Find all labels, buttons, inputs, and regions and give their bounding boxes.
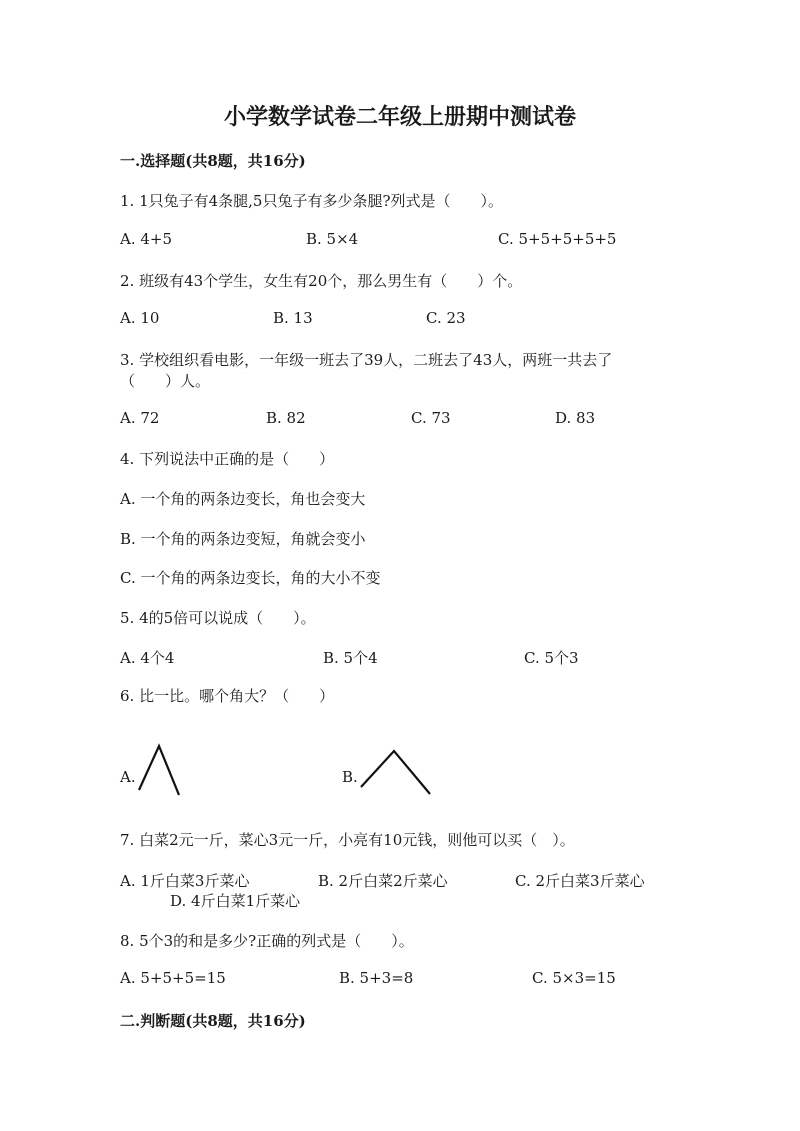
question-7-option-a: A. 1斤白菜3斤菜心: [120, 872, 250, 890]
question-5-option-c: C. 5个3: [524, 649, 579, 667]
question-2-option-a: A. 10: [120, 309, 160, 327]
question-2: 2. 班级有43个学生，女生有20个，那么男生有（ ）个。: [120, 272, 523, 290]
question-1-option-b: B. 5×4: [306, 230, 359, 248]
question-5-option-b: B. 5个4: [323, 649, 378, 667]
question-3-option-a: A. 72: [120, 409, 160, 427]
question-1: 1. 1只兔子有4条腿,5只兔子有多少条腿?列式是（ ）。: [120, 192, 504, 210]
angle-b-figure: [358, 748, 434, 798]
question-5: 5. 4的5倍可以说成（ ）。: [120, 609, 316, 627]
question-7: 7. 白菜2元一斤，菜心3元一斤，小亮有10元钱，则他可以买（ ）。: [120, 831, 575, 849]
question-4-option-a: A. 一个角的两条边变长，角也会变大: [120, 490, 366, 508]
question-5-option-a: A. 4个4: [120, 649, 175, 667]
question-4-option-c: C. 一个角的两条边变长，角的大小不变: [120, 569, 381, 587]
question-1-option-a: A. 4+5: [120, 230, 173, 248]
question-3-continued: （ ）人。: [120, 372, 211, 390]
question-1-option-c: C. 5+5+5+5+5: [498, 230, 617, 248]
question-2-option-b: B. 13: [273, 309, 313, 327]
question-7-option-c: C. 2斤白菜3斤菜心: [515, 872, 645, 890]
question-3: 3. 学校组织看电影，一年级一班去了39人，二班去了43人，两班一共去了: [120, 351, 613, 369]
question-7-option-d: D. 4斤白菜1斤菜心: [170, 892, 301, 910]
question-6-option-a: A.: [120, 768, 136, 786]
angle-a-figure: [136, 742, 186, 800]
question-6-option-b: B.: [342, 768, 358, 786]
question-8: 8. 5个3的和是多少?正确的列式是（ ）。: [120, 932, 414, 950]
question-8-option-a: A. 5+5+5=15: [120, 969, 226, 987]
question-3-option-b: B. 82: [266, 409, 306, 427]
question-8-option-c: C. 5×3=15: [532, 969, 616, 987]
question-7-option-b: B. 2斤白菜2斤菜心: [318, 872, 448, 890]
question-2-option-c: C. 23: [426, 309, 466, 327]
section-heading-choice: 一.选择题(共8题，共16分): [120, 152, 306, 170]
question-6: 6. 比一比。哪个角大？（ ）: [120, 687, 335, 705]
question-3-option-d: D. 83: [555, 409, 596, 427]
question-8-option-b: B. 5+3=8: [339, 969, 414, 987]
question-3-option-c: C. 73: [411, 409, 451, 427]
page-title: 小学数学试卷二年级上册期中测试卷: [223, 104, 576, 130]
question-4: 4. 下列说法中正确的是（ ）: [120, 450, 335, 468]
section-heading-judgment: 二.判断题(共8题，共16分): [120, 1012, 306, 1030]
question-4-option-b: B. 一个角的两条边变短，角就会变小: [120, 530, 366, 548]
